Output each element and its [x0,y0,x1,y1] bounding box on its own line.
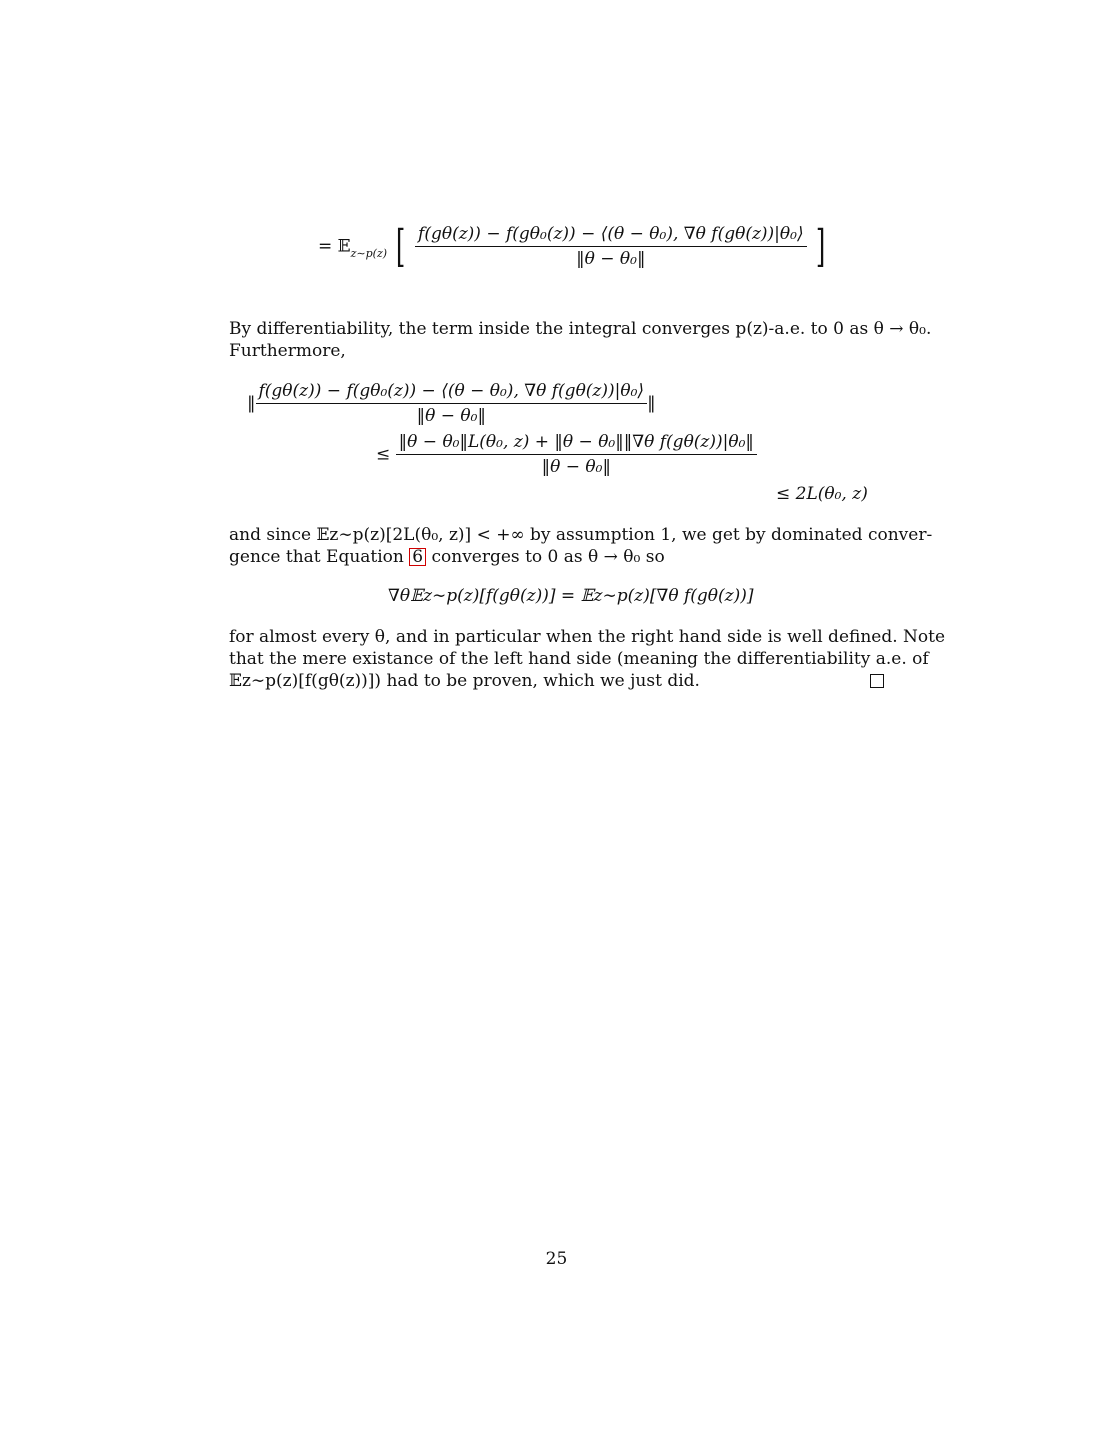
paragraph-line [229,546,884,568]
equation-bound-line1 [247,381,656,426]
paragraph-line: for almost every θ, and in particular when the right hand side is well defined. Note [229,627,946,647]
equation-bound-denominator2: ‖θ − θ₀‖ [541,457,611,477]
equation-final: ∇θ𝔼z∼p(z)[f(gθ(z))] = 𝔼z∼p(z)[∇θ f(gθ(z))] [388,586,754,606]
equation-bound-fraction1 [256,381,648,426]
qed-square-icon [870,674,884,688]
page-number: 25 [545,1249,568,1269]
right-bracket: ] [815,220,826,272]
equation-bound-line2 [376,432,757,477]
equation-bound-line3: ≤ 2L(θ₀, z) [776,484,868,504]
text-segment: 𝔼z∼p(z)[f(gθ(z))]) had to be proven, which we just did. [229,671,700,691]
paragraph-line: Furthermore, [229,341,346,361]
paragraph-line [229,670,884,692]
paragraph-line: and since 𝔼z∼p(z)[2L(θ₀, z)] < +∞ by assumption 1, we get by dominated conver- [229,525,933,545]
equation-bound-denominator1: ‖θ − θ₀‖ [416,406,486,426]
paragraph-dominated-convergence [229,524,933,568]
equation-top-fraction [415,224,807,269]
norm-open: ‖ [247,393,256,414]
norm-close: ‖ [647,393,656,414]
equation-top-lhs: = 𝔼 [318,236,351,257]
paragraph-line: By differentiability, the term inside the integral converges p(z)-a.e. to 0 as θ → θ₀. [229,319,932,339]
equation-bound-numerator1: f(gθ(z)) − f(gθ₀(z)) − ⟨(θ − θ₀), ∇θ f(gθ(z))|θ₀⟩ [256,381,648,404]
left-bracket: [ [396,220,406,272]
text-segment: gence that Equation [229,547,410,567]
text-segment: converges to 0 as θ → θ₀ so [426,547,665,567]
paragraph-differentiability [229,318,932,362]
equation-bound-numerator2: ‖θ − θ₀‖L(θ₀, z) + ‖θ − θ₀‖‖∇θ f(gθ(z))|θ₀‖ [396,432,757,455]
equation-top-subscript: z∼p(z) [350,247,388,260]
equation-reference-link[interactable]: 6 [409,548,426,566]
paragraph-line: that the mere existance of the left hand side (meaning the differentiability a.e. of [229,649,929,669]
equation-top-numerator: f(gθ(z)) − f(gθ₀(z)) − ⟨(θ − θ₀), ∇θ f(gθ(z))|θ₀⟩ [415,224,807,247]
equation-top [318,220,829,272]
leq-sign: ≤ [376,444,391,465]
equation-top-denominator: ‖θ − θ₀‖ [576,249,646,269]
paragraph-conclusion [229,626,946,692]
equation-bound-fraction2 [396,432,757,477]
